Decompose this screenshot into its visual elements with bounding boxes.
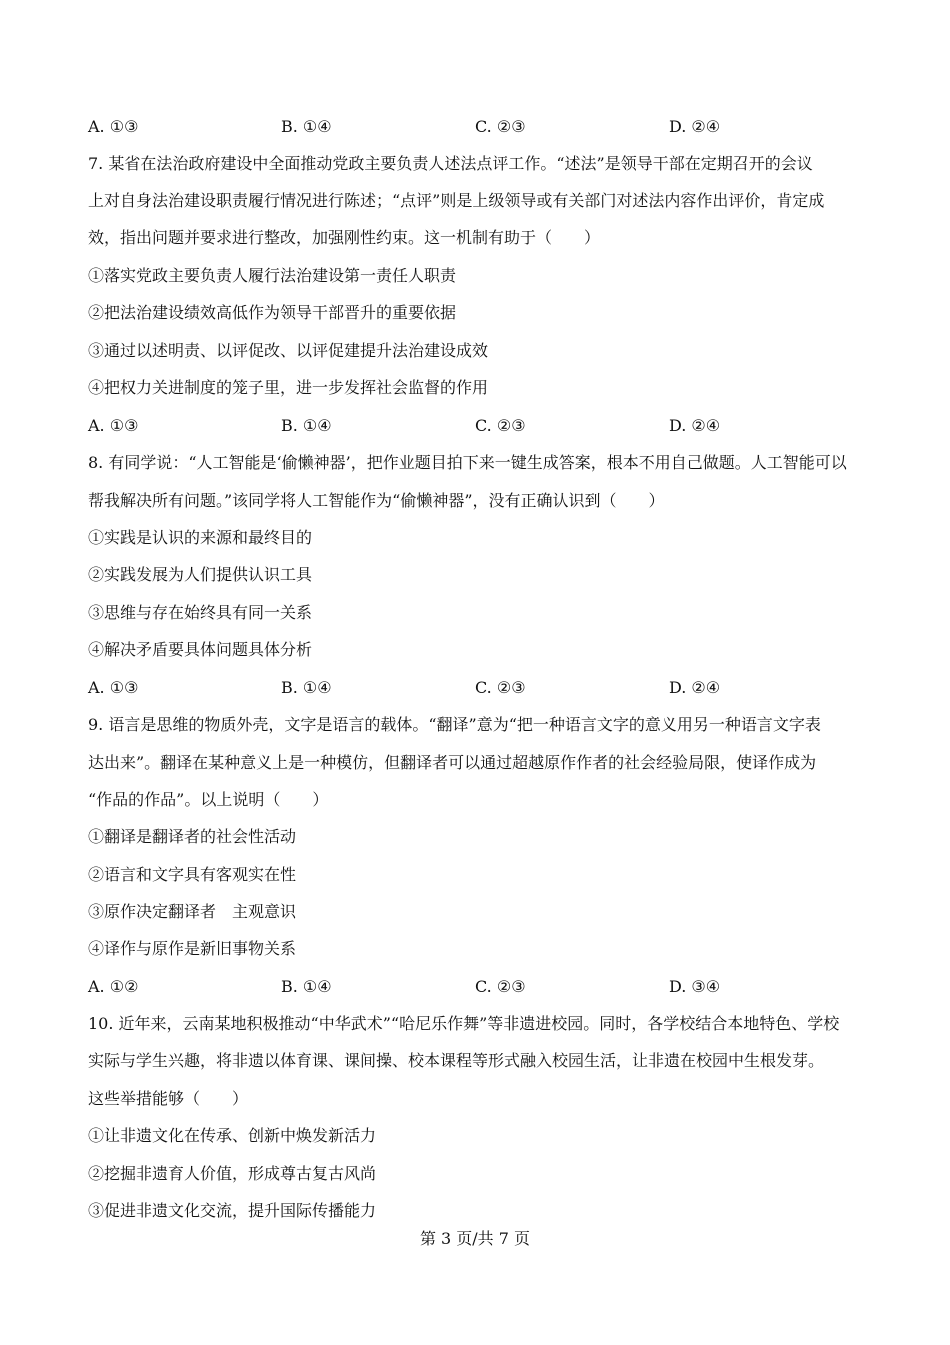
q7-option-c: C. ②③	[475, 416, 526, 435]
q9-stem-line-2: 达出来”。翻译在某种意义上是一种模仿，但翻译者可以通过超越原作作者的社会经验局限，使译作成为	[88, 753, 817, 772]
q6-option-c: C. ②③	[475, 117, 526, 136]
q6-option-a: A. ①③	[88, 117, 139, 136]
q7-item-3: ③通过以述明责、以评促改、以评促建提升法治建设成效	[88, 341, 489, 360]
q10-stem-line-2: 实际与学生兴趣，将非遗以体育课、课间操、校本课程等形式融入校园生活，让非遗在校园中生根发芽。	[88, 1051, 825, 1070]
q8-option-b: B. ①④	[281, 678, 332, 697]
q9-option-a: A. ①②	[88, 977, 139, 996]
q9-item-1: ①翻译是翻译者的社会性活动	[88, 827, 297, 846]
q8-item-4: ④解决矛盾要具体问题具体分析	[88, 640, 313, 659]
q8-item-3: ③思维与存在始终具有同一关系	[88, 603, 313, 622]
q8-item-1: ①实践是认识的来源和最终目的	[88, 528, 313, 547]
page-footer: 第 3 页/共 7 页	[419, 1229, 531, 1248]
q7-option-d: D. ②④	[669, 416, 721, 435]
q7-item-4: ④把权力关进制度的笼子里，进一步发挥社会监督的作用	[88, 378, 489, 397]
q9-option-b: B. ①④	[281, 977, 332, 996]
q10-stem-line-3: 这些举措能够（ ）	[88, 1089, 249, 1108]
q8-stem-line-1: 8. 有同学说：“人工智能是‘偷懒神器’，把作业题目拍下来一键生成答案，根本不用自己做题。人工智能可以	[88, 453, 847, 472]
q6-option-d: D. ②④	[669, 117, 721, 136]
q7-stem-line-2: 上对自身法治建设职责履行情况进行陈述；“点评”则是上级领导或有关部门对述法内容作出评价，肯定成	[88, 191, 825, 210]
q10-item-3: ③促进非遗文化交流，提升国际传播能力	[88, 1201, 377, 1220]
q7-option-b: B. ①④	[281, 416, 332, 435]
q9-item-3: ③原作决定翻译者 主观意识	[88, 902, 297, 921]
q8-option-d: D. ②④	[669, 678, 721, 697]
q10-item-1: ①让非遗文化在传承、创新中焕发新活力	[88, 1126, 377, 1145]
q8-stem-line-2: 帮我解决所有问题。”该同学将人工智能作为“偷懒神器”，没有正确认识到（ ）	[88, 491, 665, 510]
q7-option-a: A. ①③	[88, 416, 139, 435]
q8-option-c: C. ②③	[475, 678, 526, 697]
q9-stem-line-3: “作品的作品”。以上说明（ ）	[88, 790, 329, 809]
q9-stem-line-1: 9. 语言是思维的物质外壳，文字是语言的载体。“翻译”意为“把一种语言文字的意义用另一种语言文字表	[88, 715, 821, 734]
q6-option-b: B. ①④	[281, 117, 332, 136]
q7-stem-line-3: 效，指出问题并要求进行整改，加强刚性约束。这一机制有助于（ ）	[88, 228, 601, 247]
q7-item-2: ②把法治建设绩效高低作为领导干部晋升的重要依据	[88, 303, 457, 322]
q9-item-4: ④译作与原作是新旧事物关系	[88, 939, 297, 958]
q9-item-2: ②语言和文字具有客观实在性	[88, 865, 297, 884]
q10-item-2: ②挖掘非遗育人价值，形成尊古复古风尚	[88, 1164, 377, 1183]
q8-option-a: A. ①③	[88, 678, 139, 697]
q7-stem-line-1: 7. 某省在法治政府建设中全面推动党政主要负责人述法点评工作。“述法”是领导干部在定期召开的会议	[88, 154, 813, 173]
q7-item-1: ①落实党政主要负责人履行法治建设第一责任人职责	[88, 266, 457, 285]
q9-option-d: D. ③④	[669, 977, 721, 996]
q8-item-2: ②实践发展为人们提供认识工具	[88, 565, 313, 584]
q10-stem-line-1: 10. 近年来，云南某地积极推动“中华武术”“哈尼乐作舞”等非遗进校园。同时，各学校结合本地特色、学校	[88, 1014, 840, 1033]
q9-option-c: C. ②③	[475, 977, 526, 996]
